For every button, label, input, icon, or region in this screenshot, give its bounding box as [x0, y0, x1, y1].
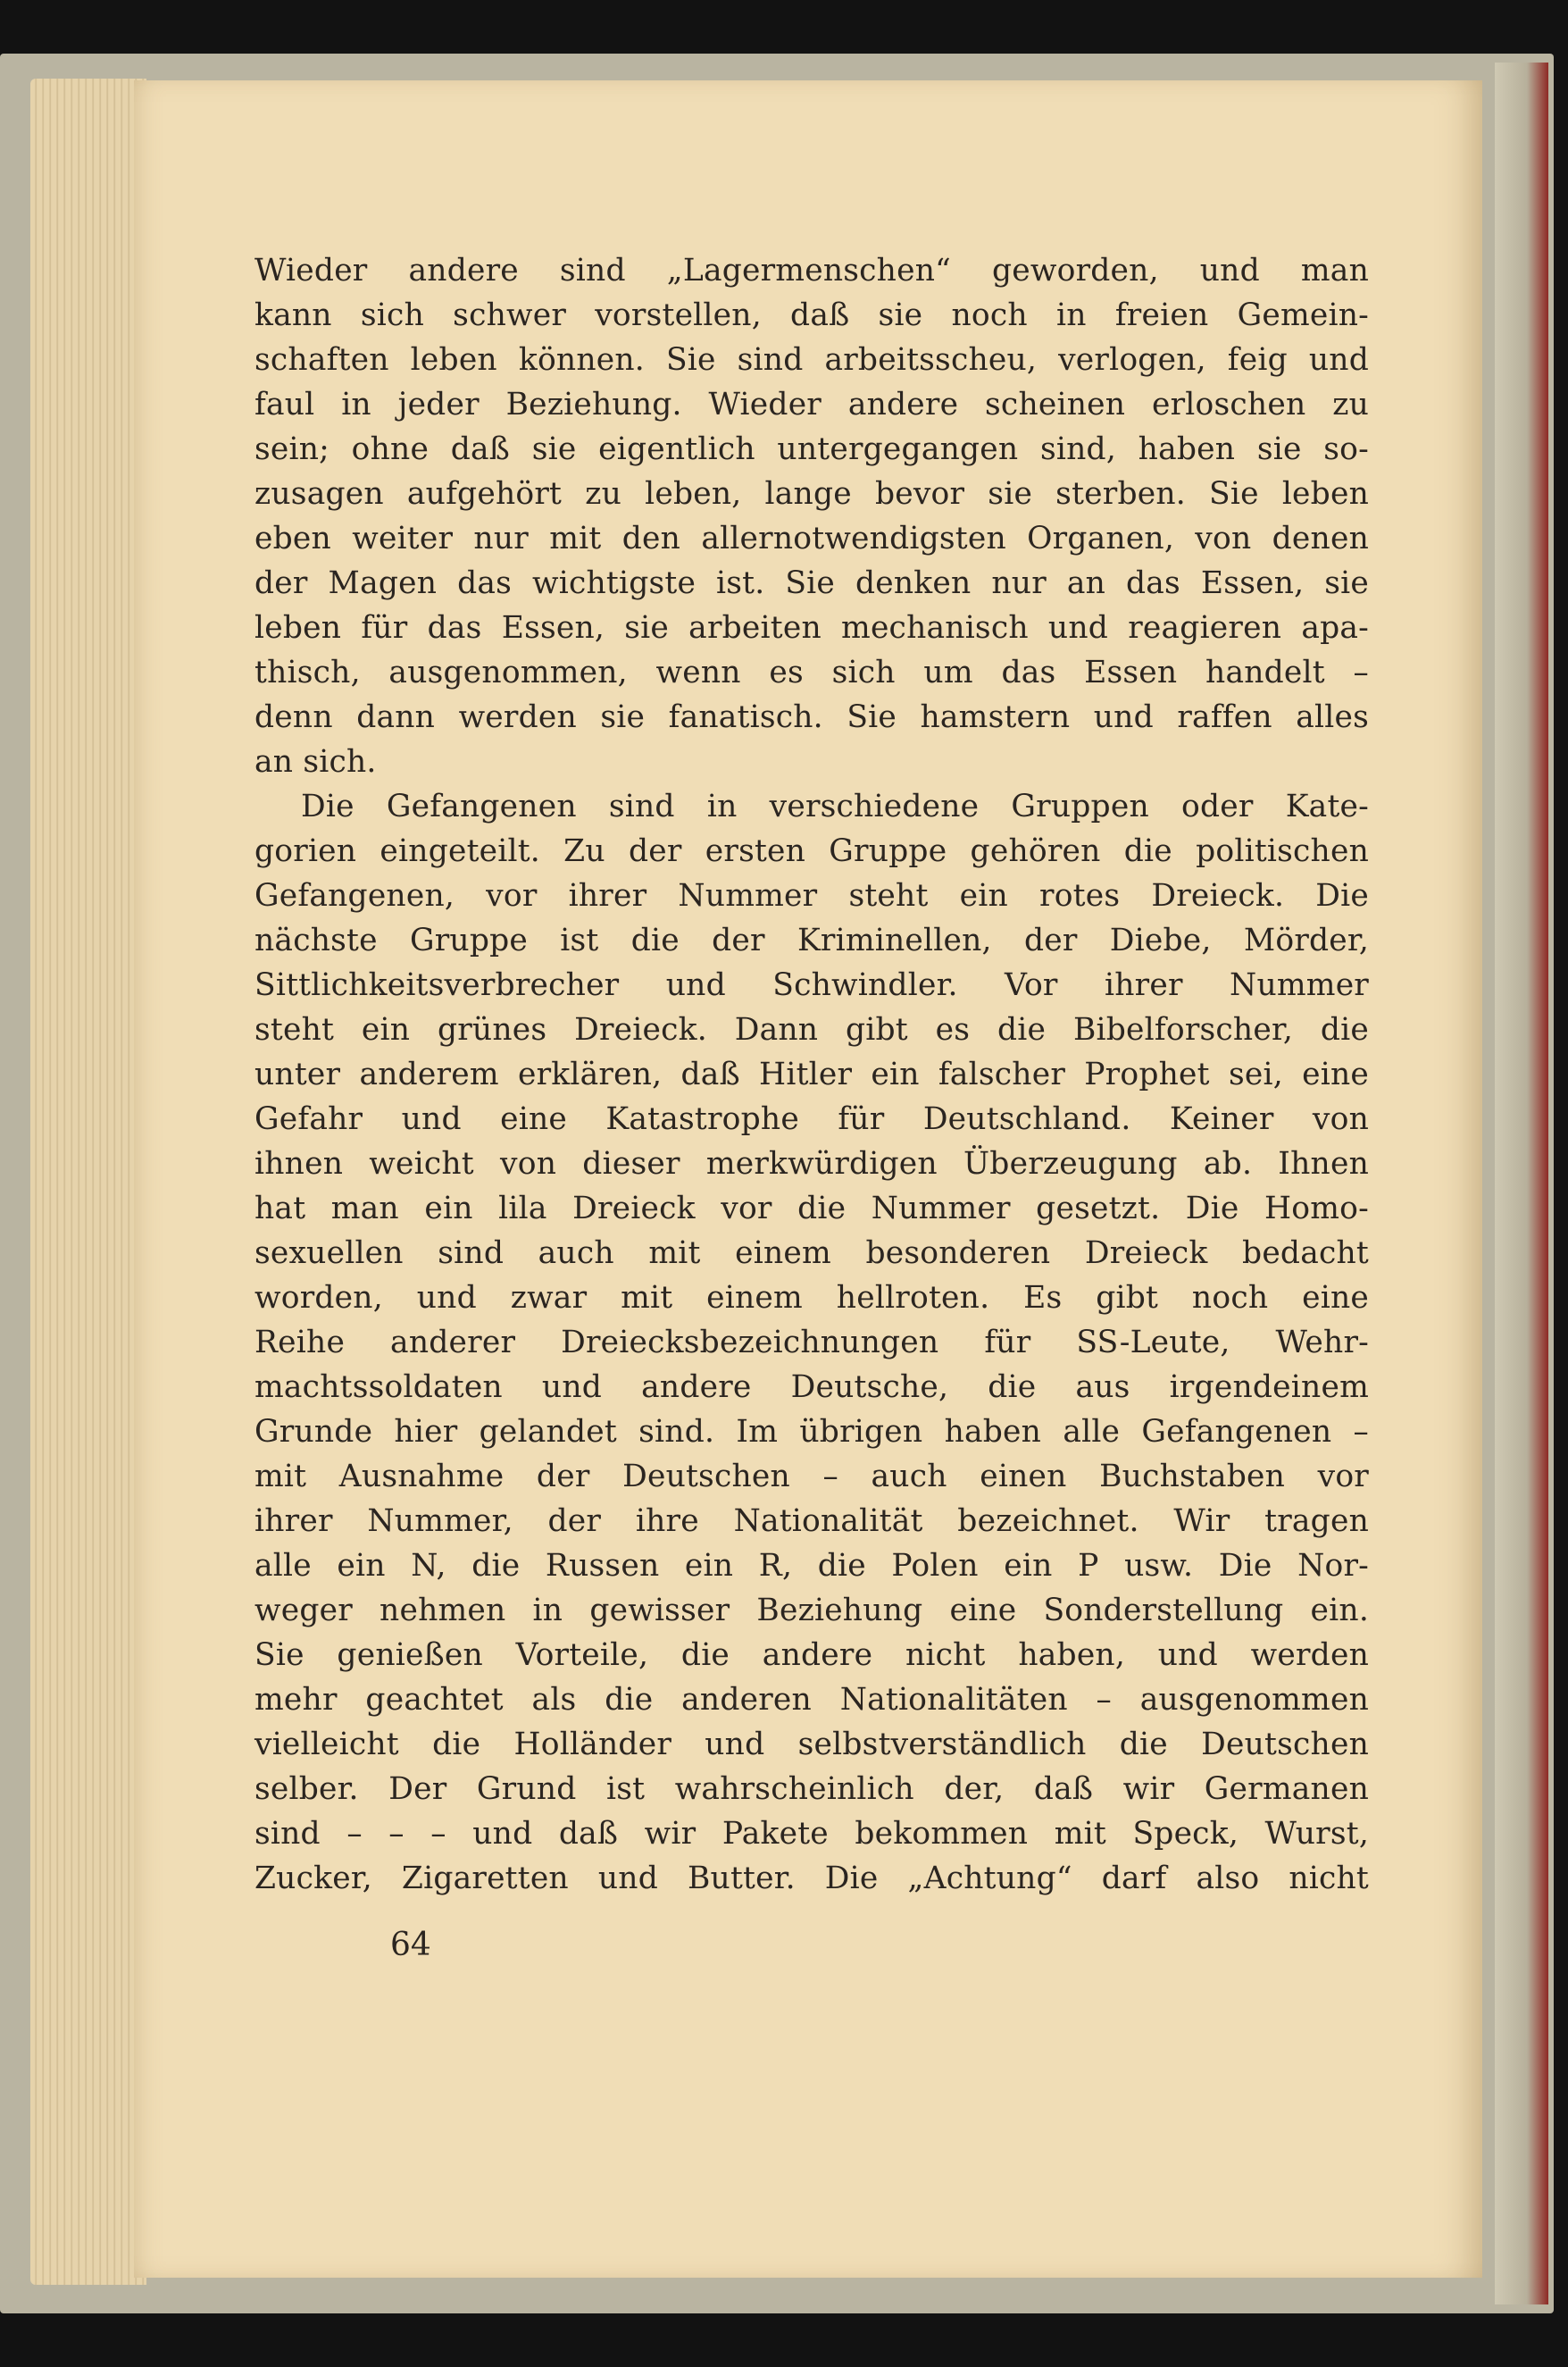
text-line: eben weiter nur mit den allernotwendigsten Organen, von denen	[254, 521, 1369, 556]
text-line: vielleicht die Holländer und selbstverständlich die Deutschen	[254, 1727, 1369, 1762]
text-line: weger nehmen in gewisser Beziehung eine Sonderstellung ein.	[254, 1593, 1369, 1628]
text-line: Gefangenen, vor ihrer Nummer steht ein rotes Dreieck. Die	[254, 878, 1369, 914]
paragraph-1	[254, 248, 1369, 784]
book-spine	[1495, 63, 1548, 2304]
text-line: sexuellen sind auch mit einem besonderen Dreieck bedacht	[254, 1235, 1369, 1271]
text-line: sind – – – und daß wir Pakete bekommen mit Speck, Wurst,	[254, 1816, 1369, 1852]
text-line: selber. Der Grund ist wahrscheinlich der, daß wir Germanen	[254, 1771, 1369, 1807]
text-line: faul in jeder Beziehung. Wieder andere scheinen erloschen zu	[254, 387, 1369, 422]
text-line: thisch, ausgenommen, wenn es sich um das Essen handelt –	[254, 655, 1369, 690]
text-line: mit Ausnahme der Deutschen – auch einen Buchstaben vor	[254, 1459, 1369, 1494]
text-line: steht ein grünes Dreieck. Dann gibt es die Bibelforscher, die	[254, 1012, 1369, 1048]
page-edges	[30, 79, 146, 2285]
text-line: mehr geachtet als die anderen Nationalitäten – ausgenommen	[254, 1682, 1369, 1718]
text-line: leben für das Essen, sie arbeiten mechanisch und reagieren apa-	[254, 610, 1369, 646]
text-line: worden, und zwar mit einem hellroten. Es gibt noch eine	[254, 1280, 1369, 1316]
page-number: 64	[390, 1927, 431, 1963]
text-line: ihrer Nummer, der ihre Nationalität bezeichnet. Wir tragen	[254, 1503, 1369, 1539]
text-line: Die Gefangenen sind in verschiedene Gruppen oder Kate-	[301, 789, 1369, 824]
text-line: denn dann werden sie fanatisch. Sie hamstern und raffen alles	[254, 699, 1369, 735]
text-line: sein; ohne daß sie eigentlich untergegangen sind, haben sie so-	[254, 431, 1369, 467]
text-line: unter anderem erklären, daß Hitler ein falscher Prophet sei, eine	[254, 1057, 1369, 1092]
text-line: ihnen weicht von dieser merkwürdigen Überzeugung ab. Ihnen	[254, 1146, 1369, 1182]
text-line: kann sich schwer vorstellen, daß sie noch in freien Gemein-	[254, 297, 1369, 333]
text-line: hat man ein lila Dreieck vor die Nummer gesetzt. Die Homo-	[254, 1191, 1369, 1226]
text-line: an sich.	[254, 744, 377, 780]
page-text	[254, 248, 1369, 1901]
text-line: der Magen das wichtigste ist. Sie denken nur an das Essen, sie	[254, 565, 1369, 601]
text-line: nächste Gruppe ist die der Kriminellen, der Diebe, Mörder,	[254, 923, 1369, 958]
text-line: machtssoldaten und andere Deutsche, die aus irgendeinem	[254, 1369, 1369, 1405]
text-line: schaften leben können. Sie sind arbeitsscheu, verlogen, feig und	[254, 342, 1369, 378]
text-line: Gefahr und eine Katastrophe für Deutschland. Keiner von	[254, 1101, 1369, 1137]
text-line: gorien eingeteilt. Zu der ersten Gruppe gehören die politischen	[254, 833, 1369, 869]
text-line: Grunde hier gelandet sind. Im übrigen haben alle Gefangenen –	[254, 1414, 1369, 1450]
text-line: zusagen aufgehört zu leben, lange bevor sie sterben. Sie leben	[254, 476, 1369, 512]
text-line: Wieder andere sind „Lagermenschen“ geworden, und man	[254, 253, 1369, 289]
text-line: Sittlichkeitsverbrecher und Schwindler. Vor ihrer Nummer	[254, 967, 1369, 1003]
text-line: Reihe anderer Dreiecksbezeichnungen für SS-Leute, Wehr-	[254, 1325, 1369, 1360]
paragraph-2	[254, 784, 1369, 1901]
text-line: Zucker, Zigaretten und Butter. Die „Achtung“ darf also nicht	[254, 1861, 1369, 1896]
text-line: Sie genießen Vorteile, die andere nicht haben, und werden	[254, 1637, 1369, 1673]
text-line: alle ein N, die Russen ein R, die Polen ein P usw. Die Nor-	[254, 1548, 1369, 1584]
